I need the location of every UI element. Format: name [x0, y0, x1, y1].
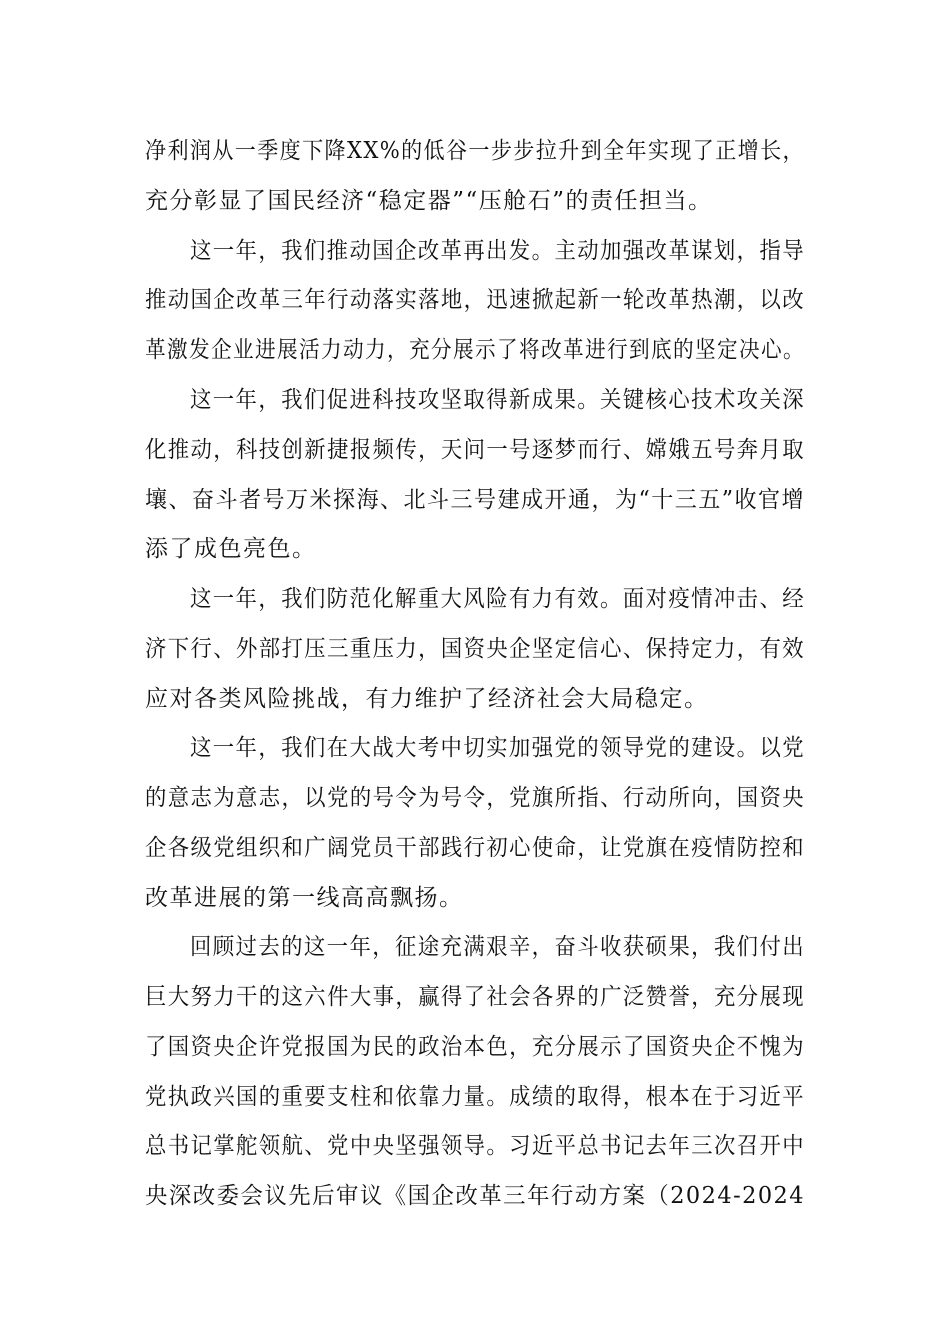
text-line	[0, 1080, 950, 1114]
line-text: 企各级党组织和广阔党员干部践行初心使命，让党旗在疫情防控和	[145, 835, 805, 861]
text-line	[0, 781, 950, 815]
line-text: 济下行、外部打压三重压力，国资央企坚定信心、保持定力，有效	[145, 636, 805, 662]
line-text: 这一年，我们推动国企改革再出发。主动加强改革谋划，指导	[190, 238, 805, 264]
text-line	[0, 234, 950, 268]
text-line	[0, 831, 950, 865]
text-line	[0, 532, 950, 566]
line-text: 这一年，我们促进科技攻坚取得新成果。关键核心技术攻关深	[190, 387, 805, 413]
text-line	[0, 134, 950, 168]
line-text: 巨大努力干的这六件大事，赢得了社会各界的广泛赞誉，充分展现	[145, 984, 805, 1010]
line-text: 化推动，科技创新捷报频传，天问一号逐梦而行、嫦娥五号奔月取	[145, 437, 805, 463]
text-line	[0, 881, 950, 915]
text-line	[0, 582, 950, 616]
text-line	[0, 383, 950, 417]
line-text: 了国资央企许党报国为民的政治本色，充分展示了国资央企不愧为	[145, 1034, 805, 1060]
line-text: 央深改委会议先后审议《国企改革三年行动方案（2024-2024	[145, 1183, 806, 1209]
line-text: 净利润从一季度下降XX%的低谷一步步拉升到全年实现了正增长，	[145, 138, 806, 164]
line-text: 添了成色亮色。	[145, 536, 317, 562]
text-line	[0, 184, 950, 218]
text-line	[0, 1179, 950, 1213]
line-text: 革激发企业进展活力动力，充分展示了将改革进行到底的坚定决心。	[145, 337, 806, 363]
text-line	[0, 433, 950, 467]
line-text: 的意志为意志，以党的号令为号令，党旗所指、行动所向，国资央	[145, 785, 805, 811]
text-line	[0, 632, 950, 666]
text-line	[0, 731, 950, 765]
line-text: 壤、奋斗者号万米探海、北斗三号建成开通，为“十三五”收官增	[145, 487, 806, 513]
line-text: 这一年，我们防范化解重大风险有力有效。面对疫情冲击、经	[190, 586, 805, 612]
text-line	[0, 930, 950, 964]
text-line	[0, 283, 950, 317]
line-text: 充分彰显了国民经济“稳定器”“压舱石”的责任担当。	[145, 188, 713, 214]
line-text: 应对各类风险挑战，有力维护了经济社会大局稳定。	[145, 686, 709, 712]
text-line	[0, 1030, 950, 1064]
text-line	[0, 1129, 950, 1163]
text-line	[0, 483, 950, 517]
text-line	[0, 682, 950, 716]
line-text: 改革进展的第一线高高飘扬。	[145, 885, 464, 911]
line-text: 推动国企改革三年行动落实落地，迅速掀起新一轮改革热潮，以改	[145, 287, 805, 313]
line-text: 党执政兴国的重要支柱和依靠力量。成绩的取得，根本在于习近平	[145, 1084, 805, 1110]
text-line	[0, 980, 950, 1014]
line-text: 回顾过去的这一年，征途充满艰辛，奋斗收获硕果，我们付出	[190, 934, 805, 960]
text-line	[0, 333, 950, 367]
line-text: 这一年，我们在大战大考中切实加强党的领导党的建设。以党	[190, 735, 805, 761]
line-text: 总书记掌舵领航、党中央坚强领导。习近平总书记去年三次召开中	[145, 1133, 805, 1159]
